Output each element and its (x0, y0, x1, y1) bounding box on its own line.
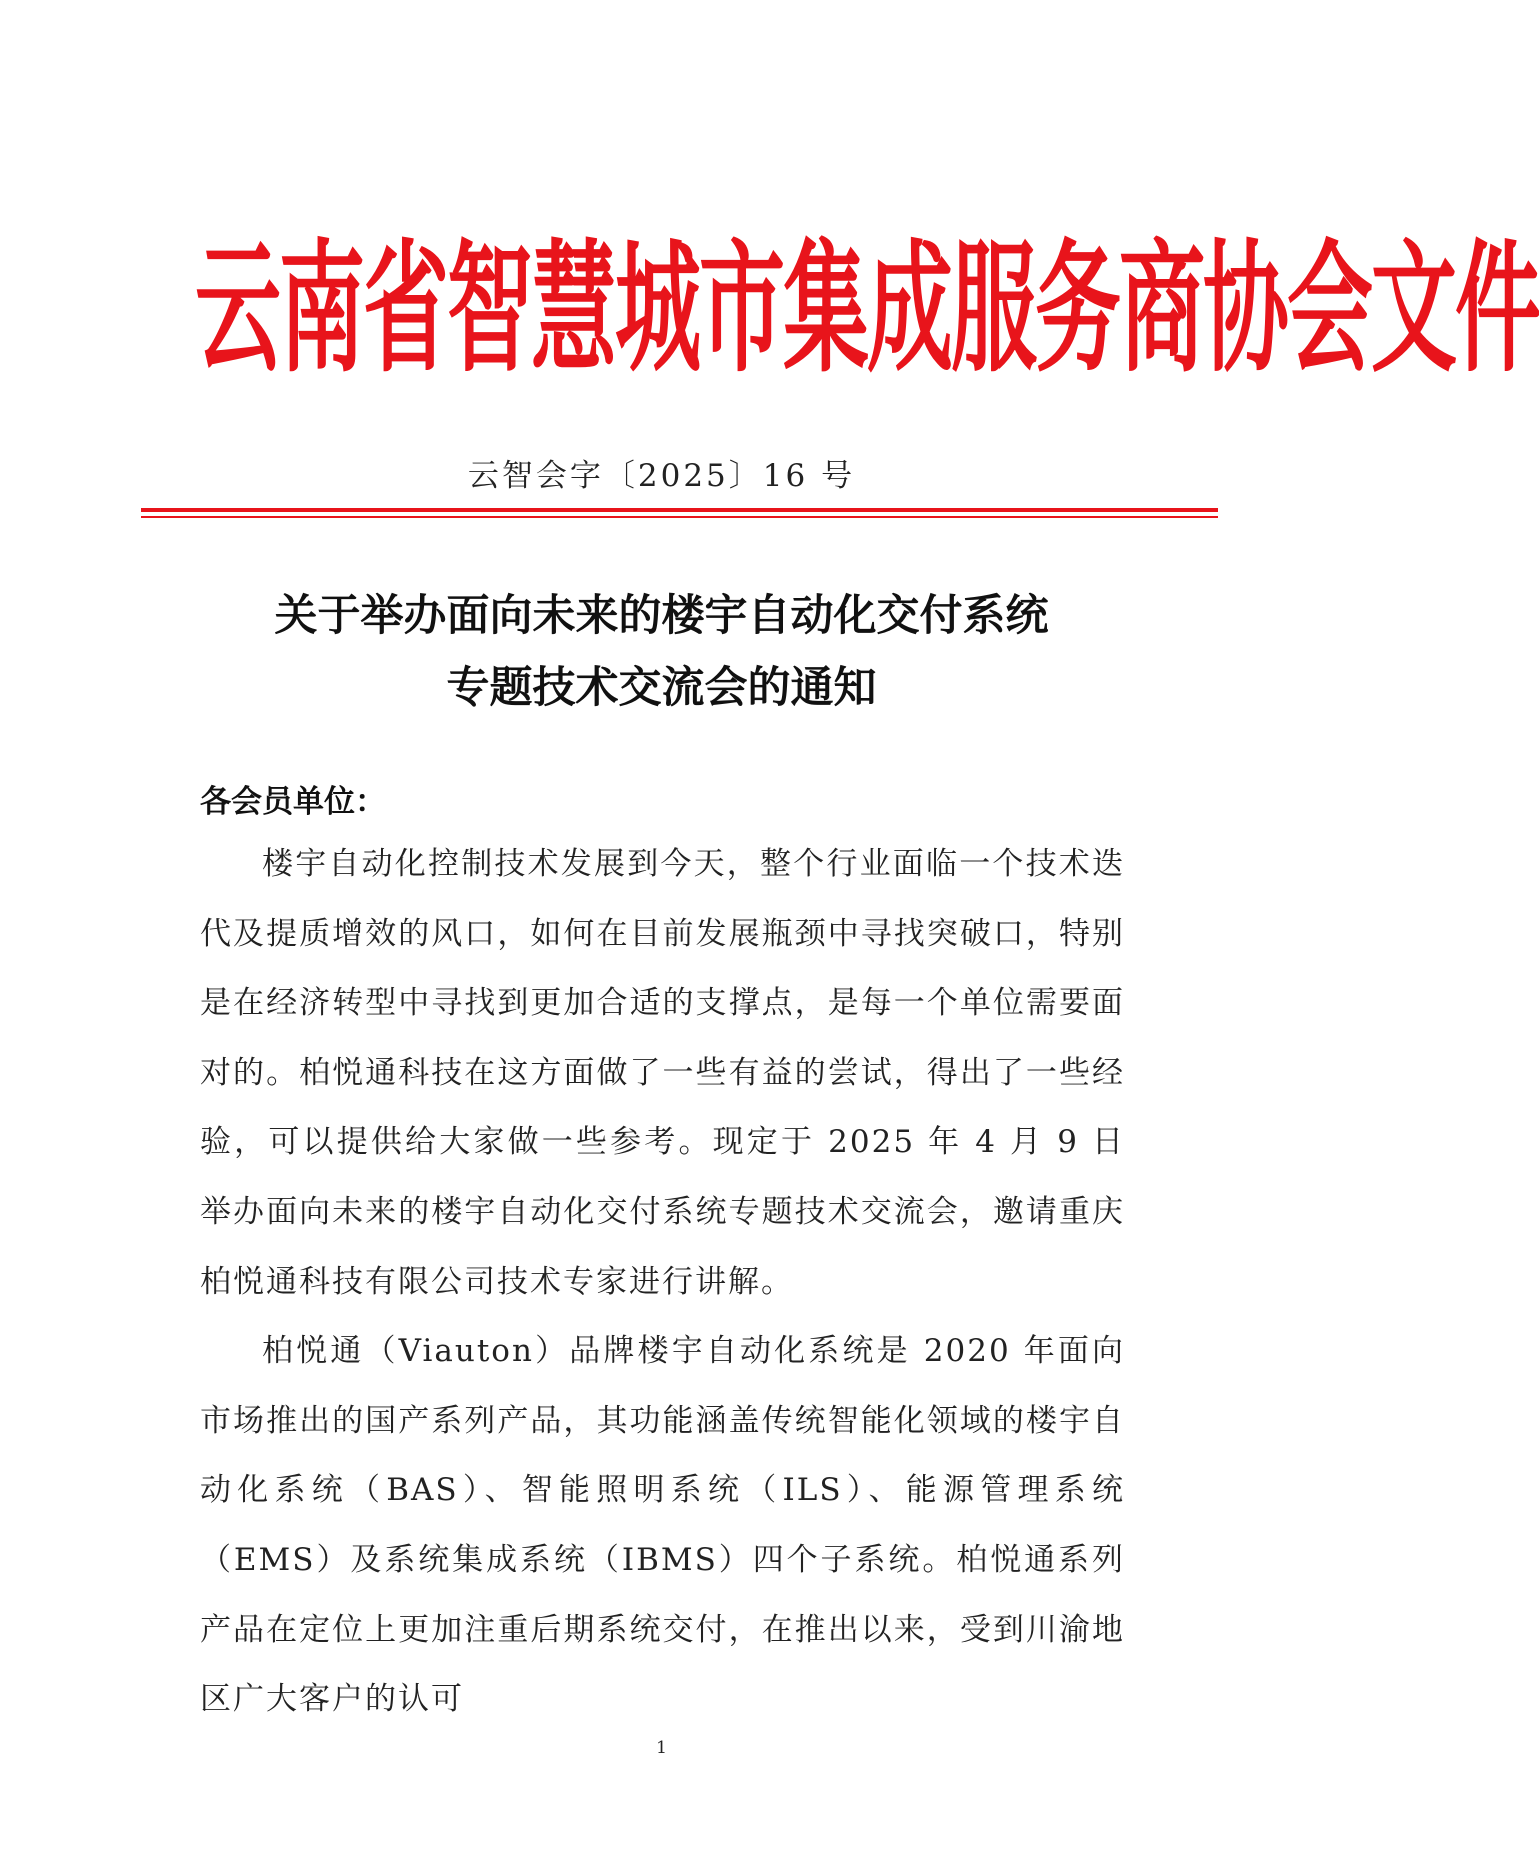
letterhead-char: 件 (1455, 227, 1539, 393)
page-number: 1 (656, 1738, 667, 1758)
letterhead-char: 市 (699, 227, 783, 393)
letterhead-char: 商 (1119, 227, 1203, 393)
letterhead-char: 服 (951, 227, 1035, 393)
red-divider-thin (141, 516, 1218, 518)
paragraph-1: 楼宇自动化控制技术发展到今天，整个行业面临一个技术迭代及提质增效的风口，如何在目前发展瓶颈中寻找突破口，特别是在经济转型中寻找到更加合适的支撑点，是每一个单位需要面对的。柏悦通科技在这方面做了一些有益的尝试，得出了一些经验，可以提供给大家做一些参考。现定于 2025 年 4 月 9 日举办面向未来的楼宇自动化交付系统专题技术交流会，邀请重庆柏悦通科技有限公司技术专家进行讲解。 (200, 846, 1125, 1300)
letterhead-char: 文 (1371, 227, 1455, 393)
letterhead-char: 智 (447, 227, 531, 393)
letterhead-char: 南 (279, 227, 363, 393)
notice-title-line-2: 专题技术交流会的通知 (446, 663, 877, 713)
letterhead-char: 云 (195, 227, 279, 393)
red-divider-thick (141, 508, 1218, 512)
letterhead-char: 集 (783, 227, 867, 393)
letterhead-title (195, 225, 1539, 395)
salutation: 各会员单位： (200, 784, 386, 820)
letterhead-char: 成 (867, 227, 951, 393)
document-number: 云智会字〔2025〕16 号 (467, 458, 856, 494)
red-divider (141, 508, 1218, 518)
notice-title (0, 580, 1323, 724)
letterhead-char: 协 (1203, 227, 1287, 393)
letterhead-char: 慧 (531, 227, 615, 393)
letterhead-char: 省 (363, 227, 447, 393)
notice-title-line-1: 关于举办面向未来的楼宇自动化交付系统 (274, 591, 1049, 641)
letterhead-char: 城 (615, 227, 699, 393)
letterhead-char: 务 (1035, 227, 1119, 393)
body-text (200, 830, 1125, 1735)
letterhead-char: 会 (1287, 227, 1371, 393)
paragraph-2: 柏悦通（Viauton）品牌楼宇自动化系统是 2020 年面向市场推出的国产系列产品，其功能涵盖传统智能化领域的楼宇自动化系统（BAS）、智能照明系统（ILS）、能源管理系统（EMS）及系统集成系统（IBMS）四个子系统。柏悦通系列产品在定位上更加注重后期系统交付，在推出以来，受到川渝地区广大客户的认可 (200, 1333, 1125, 1718)
